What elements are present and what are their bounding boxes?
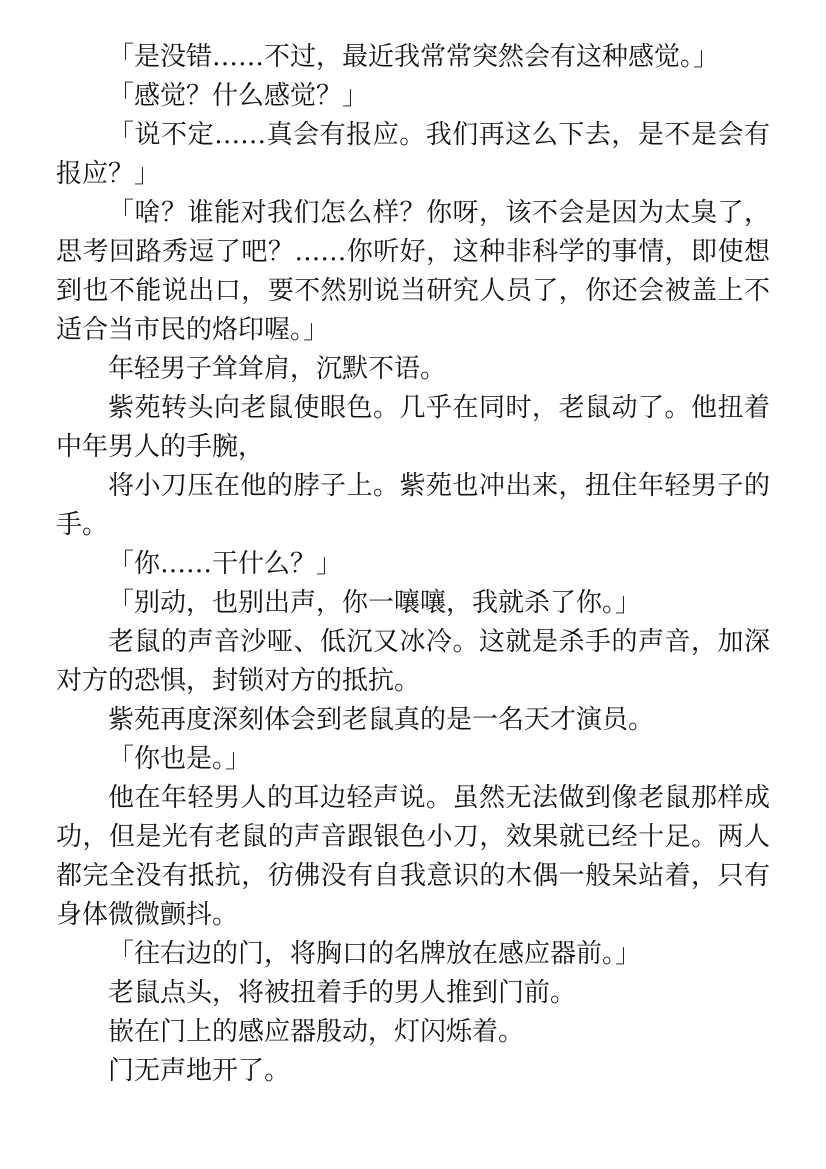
paragraph-narration-6: 他在年轻男人的耳边轻声说。虽然无法做到像老鼠那样成功，但是光有老鼠的声音跟银色小刀，效果就已经十足。两人都完全没有抵抗，彷佛没有自我意识的木偶一般呆站着，只有身体微微颤抖。: [56, 783, 770, 930]
paragraph-dialogue-6: 「别动，也别出声，你一嚷嚷，我就杀了你。」: [108, 588, 642, 618]
paragraph-dialogue-8: 「往右边的门，将胸口的名牌放在感应器前。」: [108, 939, 642, 969]
paragraph-narration-9: 门无声地开了。: [108, 1056, 291, 1086]
paragraph-narration-4: 老鼠的声音沙哑、低沉又冰冷。这就是杀手的声音，加深对方的恐惧，封锁对方的抵抗。: [56, 627, 770, 696]
paragraph-narration-3: 将小刀压在他的脖子上。紫苑也冲出来，扭住年轻男子的手。: [56, 471, 770, 540]
paragraph-dialogue-2: 「感觉？什么感觉？」: [108, 81, 369, 111]
paragraph-dialogue-3: 「说不定……真会有报应。我们再这么下去，是不是会有报应？」: [56, 120, 770, 189]
paragraph-dialogue-4: 「啥？谁能对我们怎么样？你呀，该不会是因为太臭了，思考回路秀逗了吧？……你听好，这种非科学的事情，即使想到也不能说出口，要不然别说当研究人员了，你还会被盖上不适合当市民的烙印喔。」: [56, 198, 770, 345]
paragraph-dialogue-1: 「是没错……不过，最近我常常突然会有这种感觉。」: [108, 42, 720, 72]
paragraph-narration-7: 老鼠点头，将被扭着手的男人推到门前。: [108, 978, 577, 1008]
paragraph-narration-8: 嵌在门上的感应器殷动，灯闪烁着。: [108, 1017, 525, 1047]
paragraph-dialogue-5: 「你……干什么？」: [108, 549, 343, 579]
paragraph-narration-1: 年轻男子耸耸肩，沉默不语。: [108, 354, 447, 384]
paragraph-dialogue-7: 「你也是。」: [108, 744, 252, 774]
paragraph-narration-2: 紫苑转头向老鼠使眼色。几乎在同时，老鼠动了。他扭着中年男人的手腕，: [56, 393, 770, 462]
paragraph-narration-5: 紫苑再度深刻体会到老鼠真的是一名天才演员。: [108, 705, 655, 735]
